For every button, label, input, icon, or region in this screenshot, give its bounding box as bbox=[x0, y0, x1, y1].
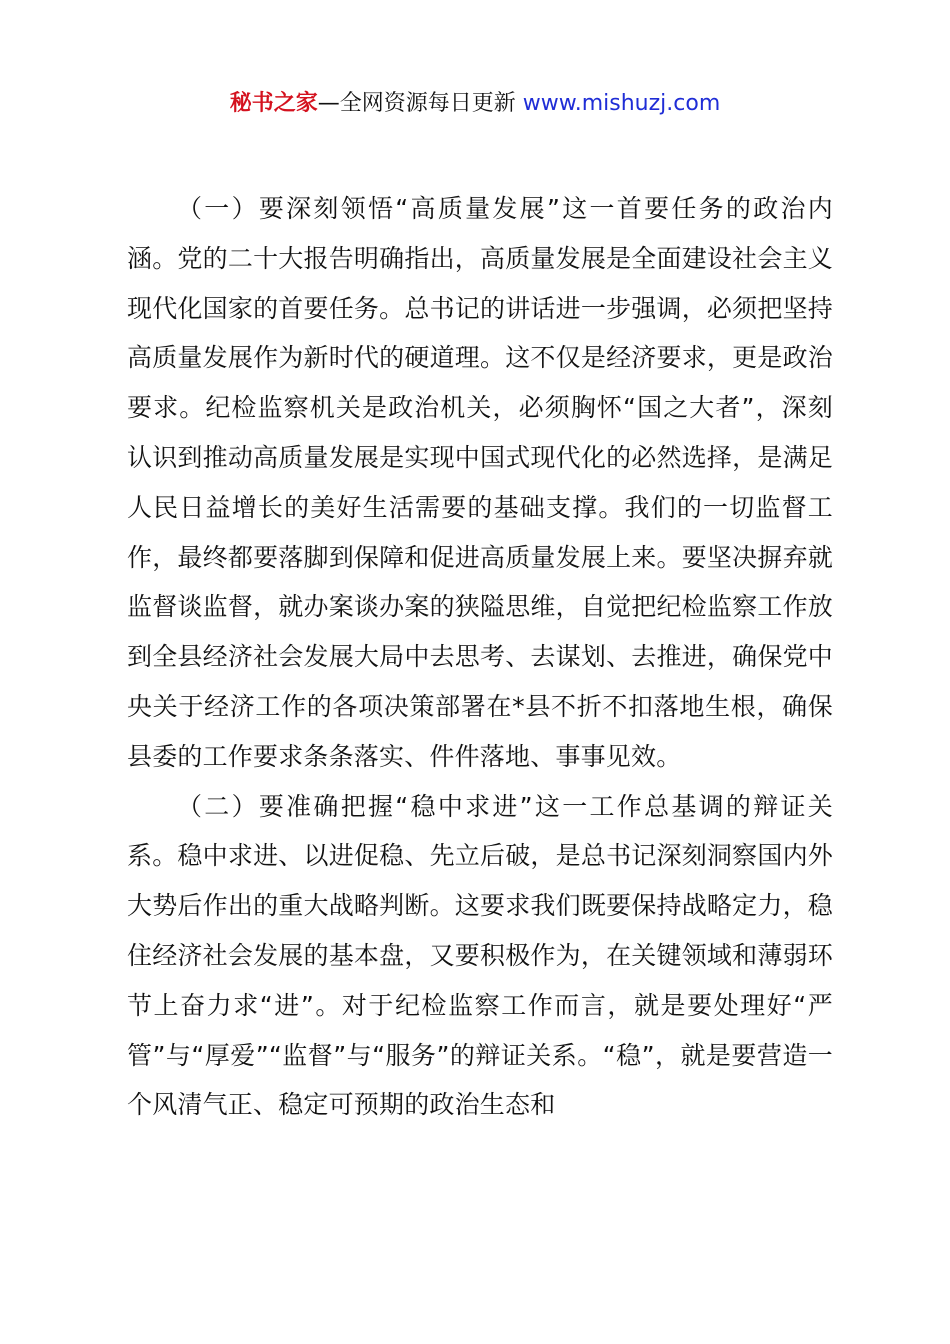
paragraph-2: （二）要准确把握“稳中求进”这一工作总基调的辩证关系。稳中求进、以进促稳、先立后破，是总书记深刻洞察国内外大势后作出的重大战略判断。这要求我们既要保持战略定力，稳住经济社会发展的基本盘，又要积极作为，在关键领域和薄弱环节上奋力求“进”。对于纪检监察工作而言，就是要处理好“严管”与“厚爱”“监督”与“服务”的辩证关系。“稳”，就是要营造一个风清气正、稳定可预期的政治生态和 bbox=[127, 791, 833, 1120]
header-tagline: —全网资源每日更新 bbox=[317, 91, 523, 116]
page-header bbox=[0, 88, 950, 120]
document-body bbox=[127, 184, 833, 1130]
website-url[interactable]: www.mishuzj.com bbox=[522, 91, 721, 116]
paragraph-1: （一）要深刻领悟“高质量发展”这一首要任务的政治内涵。党的二十大报告明确指出，高质量发展是全面建设社会主义现代化国家的首要任务。总书记的讲话进一步强调，必须把坚持高质量发展作为新时代的硬道理。这不仅是经济要求，更是政治要求。纪检监察机关是政治机关，必须胸怀“国之大者”，深刻认识到推动高质量发展是实现中国式现代化的必然选择，是满足人民日益增长的美好生活需要的基础支撑。我们的一切监督工作，最终都要落脚到保障和促进高质量发展上来。要坚决摒弃就监督谈监督，就办案谈办案的狭隘思维，自觉把纪检监察工作放到全县经济社会发展大局中去思考、去谋划、去推进，确保党中央关于经济工作的各项决策部署在*县不折不扣落地生根，确保县委的工作要求条条落实、件件落地、事事见效。 bbox=[127, 194, 833, 771]
brand-name: 秘书之家 bbox=[229, 91, 318, 116]
